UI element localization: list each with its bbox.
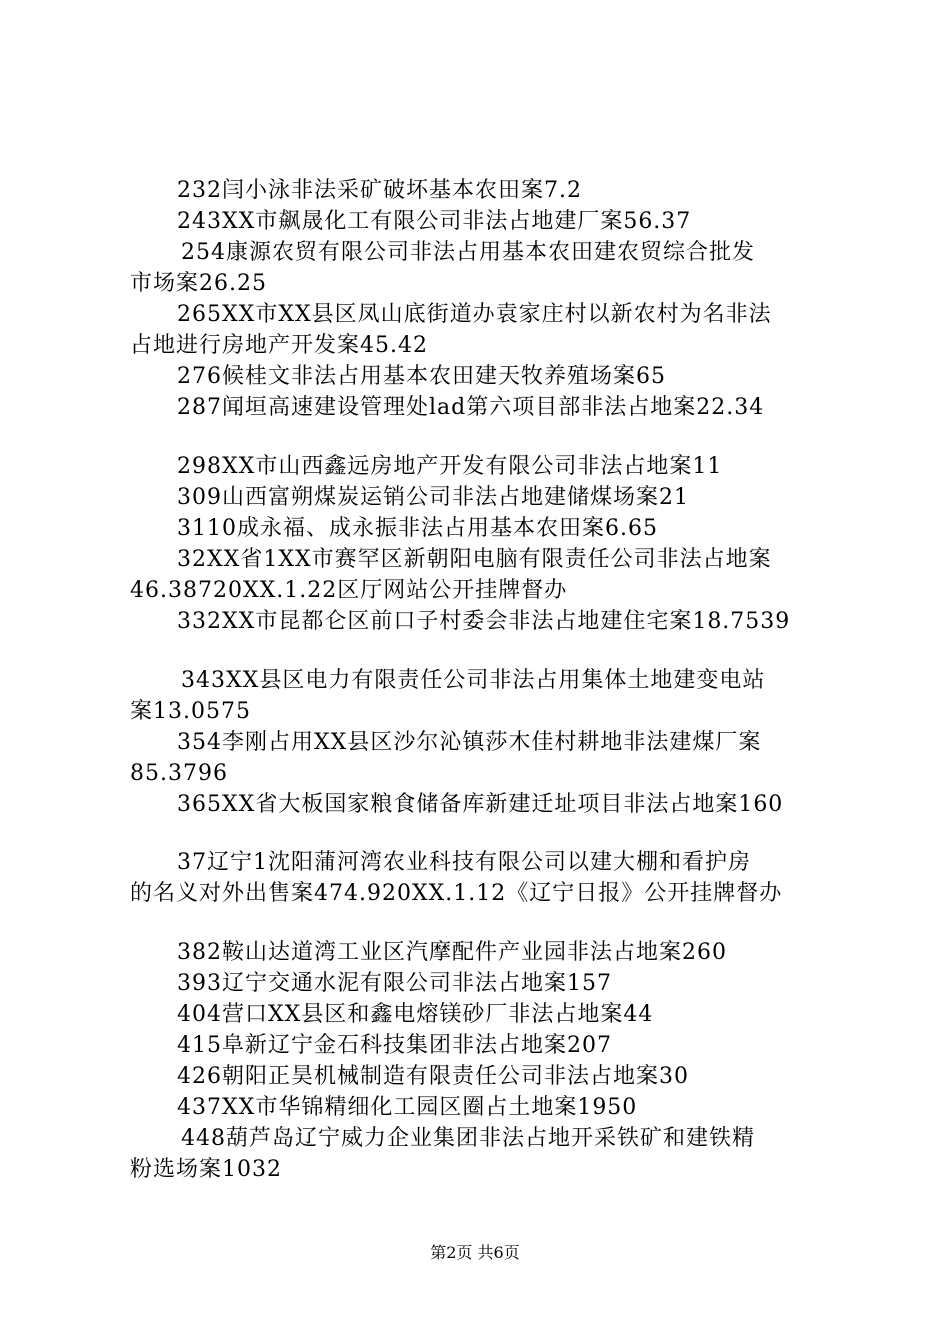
text-line: 占地进行房地产开发案45.42 <box>130 333 428 358</box>
text-line: 市场案26.25 <box>130 271 267 296</box>
text-line: 298XX市山西鑫远房地产开发有限公司非法占地案11 <box>177 454 723 479</box>
text-line: 343XX县区电力有限责任公司非法占用集体土地建变电站 <box>181 668 766 693</box>
text-line: 415阜新辽宁金石科技集团非法占地案207 <box>177 1033 612 1058</box>
text-line: 404营口XX县区和鑫电熔镁砂厂非法占地案44 <box>177 1002 654 1027</box>
text-line: 309山西富朔煤炭运销公司非法占地建储煤场案21 <box>177 485 689 510</box>
text-line: 232闫小泳非法采矿破坏基本农田案7.2 <box>177 178 582 203</box>
text-line: 37辽宁1沈阳蒲河湾农业科技有限公司以建大棚和看护房 <box>177 850 751 875</box>
text-line: 粉选场案1032 <box>130 1157 282 1182</box>
text-line: 46.38720XX.1.22区厅网站公开挂牌督办 <box>130 578 568 603</box>
text-line: 32XX省1XX市赛罕区新朝阳电脑有限责任公司非法占地案 <box>177 547 772 572</box>
text-line: 3110成永福、成永振非法占用基本农田案6.65 <box>177 516 658 541</box>
text-line: 254康源农贸有限公司非法占用基本农田建农贸综合批发 <box>181 240 755 265</box>
text-line: 382鞍山达道湾工业区汽摩配件产业园非法占地案260 <box>177 940 727 965</box>
text-line: 85.3796 <box>130 761 228 786</box>
text-line: 448葫芦岛辽宁威力企业集团非法占地开采铁矿和建铁精 <box>181 1126 755 1151</box>
text-line: 332XX市昆都仑区前口子村委会非法占地建住宅案18.7539 <box>177 609 791 634</box>
text-line: 437XX市华锦精细化工园区圈占土地案1950 <box>177 1095 638 1120</box>
page-number-footer: 第2页 共6页 <box>430 1243 520 1262</box>
text-line: 287闻垣高速建设管理处lad第六项目部非法占地案22.34 <box>177 395 765 420</box>
text-line: 426朝阳正昊机械制造有限责任公司非法占地案30 <box>177 1064 689 1089</box>
text-line: 276候桂文非法占用基本农田建天牧养殖场案65 <box>177 364 666 389</box>
text-line: 案13.0575 <box>130 699 251 724</box>
text-line: 354李刚占用XX县区沙尔沁镇莎木佳村耕地非法建煤厂案 <box>177 730 762 755</box>
text-line: 393辽宁交通水泥有限公司非法占地案157 <box>177 971 612 996</box>
text-line: 365XX省大板国家粮食储备库新建迁址项目非法占地案160 <box>177 792 784 817</box>
text-line: 265XX市XX县区凤山底街道办袁家庄村以新农村为名非法 <box>177 302 772 327</box>
text-line: 的名义对外出售案474.920XX.1.12《辽宁日报》公开挂牌督办 <box>130 881 783 906</box>
text-line: 243XX市飙晟化工有限公司非法占地建厂案56.37 <box>177 209 692 234</box>
